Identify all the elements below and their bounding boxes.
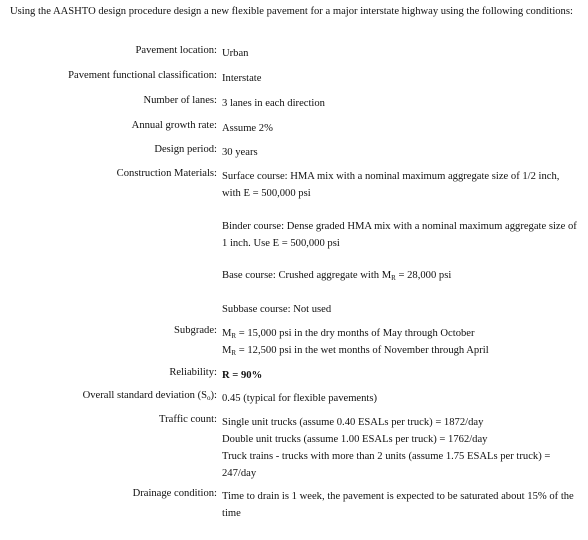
traffic-double-unit: Double unit trucks (assume 1.00 ESALs per truck) = 1762/day [222, 434, 488, 445]
subbase-course: Subbase course: Not used [222, 304, 332, 315]
base-course [222, 267, 577, 284]
value-reliability: R = 90% [222, 370, 263, 381]
label-design-period: Design period: [154, 144, 217, 155]
base-course-text: Base course: Crushed aggregate with M [222, 270, 392, 281]
label-number-of-lanes: Number of lanes: [143, 95, 217, 106]
value-subgrade [222, 325, 577, 359]
value-number-of-lanes: 3 lanes in each direction [222, 98, 325, 109]
traffic-truck-trains: Truck trains - trucks with more than 2 units (assume 1.75 ESALs per truck) = 247/day [222, 451, 551, 479]
subgrade-dry [222, 325, 577, 342]
subgrade-wet-symbol: M [222, 345, 232, 356]
label-subgrade: Subgrade: [174, 325, 217, 336]
problem-intro: Using the AASHTO design procedure design a new flexible pavement for a major interstate highway using the following conditions: [10, 6, 573, 17]
base-course-subscript: R [391, 274, 396, 282]
subgrade-dry-subscript: R [231, 332, 237, 340]
base-course-value: = 28,000 psi [395, 270, 452, 281]
value-design-period: 30 years [222, 147, 258, 158]
subgrade-wet-text: = 12,500 psi in the wet months of November through April [236, 345, 489, 356]
subgrade-wet [222, 342, 577, 359]
subgrade-dry-text: = 15,000 psi in the dry months of May through October [236, 328, 475, 339]
binder-course: Binder course: Dense graded HMA mix with a nominal maximum aggregate size of 1 inch. Use E = 500,000 psi [222, 221, 577, 249]
binder-course-container [222, 218, 577, 252]
subgrade-dry-symbol: M [222, 328, 232, 339]
label-functional-classification: Pavement functional classification: [68, 70, 217, 81]
subgrade-wet-subscript: R [231, 349, 237, 357]
value-pavement-location: Urban [222, 48, 249, 59]
value-traffic-count [222, 414, 577, 482]
std-dev-label-subscript: o [207, 394, 211, 402]
label-annual-growth-rate: Annual growth rate: [131, 120, 217, 131]
label-pavement-location: Pavement location: [135, 45, 217, 56]
label-reliability: Reliability: [169, 367, 217, 378]
label-construction-materials: Construction Materials: [116, 168, 217, 179]
label-standard-deviation [83, 390, 217, 401]
value-standard-deviation: 0.45 (typical for flexible pavements) [222, 393, 378, 404]
value-drainage-condition [222, 488, 577, 522]
value-construction-materials [222, 168, 577, 202]
std-dev-label-text: Overall standard deviation (S [82, 390, 208, 401]
value-annual-growth-rate: Assume 2% [222, 123, 273, 134]
drainage-text: Time to drain is 1 week, the pavement is expected to be saturated about 15% of the time [222, 491, 574, 519]
traffic-single-unit: Single unit trucks (assume 0.40 ESALs per truck) = 1872/day [222, 417, 484, 428]
surface-course: Surface course: HMA mix with a nominal maximum aggregate size of 1/2 inch, with E = 500,000 psi [222, 171, 560, 199]
value-functional-classification: Interstate [222, 73, 262, 84]
subbase-course-container [222, 301, 577, 318]
std-dev-label-close: ): [210, 390, 217, 401]
label-traffic-count: Traffic count: [159, 414, 217, 425]
label-drainage-condition: Drainage condition: [132, 488, 217, 499]
